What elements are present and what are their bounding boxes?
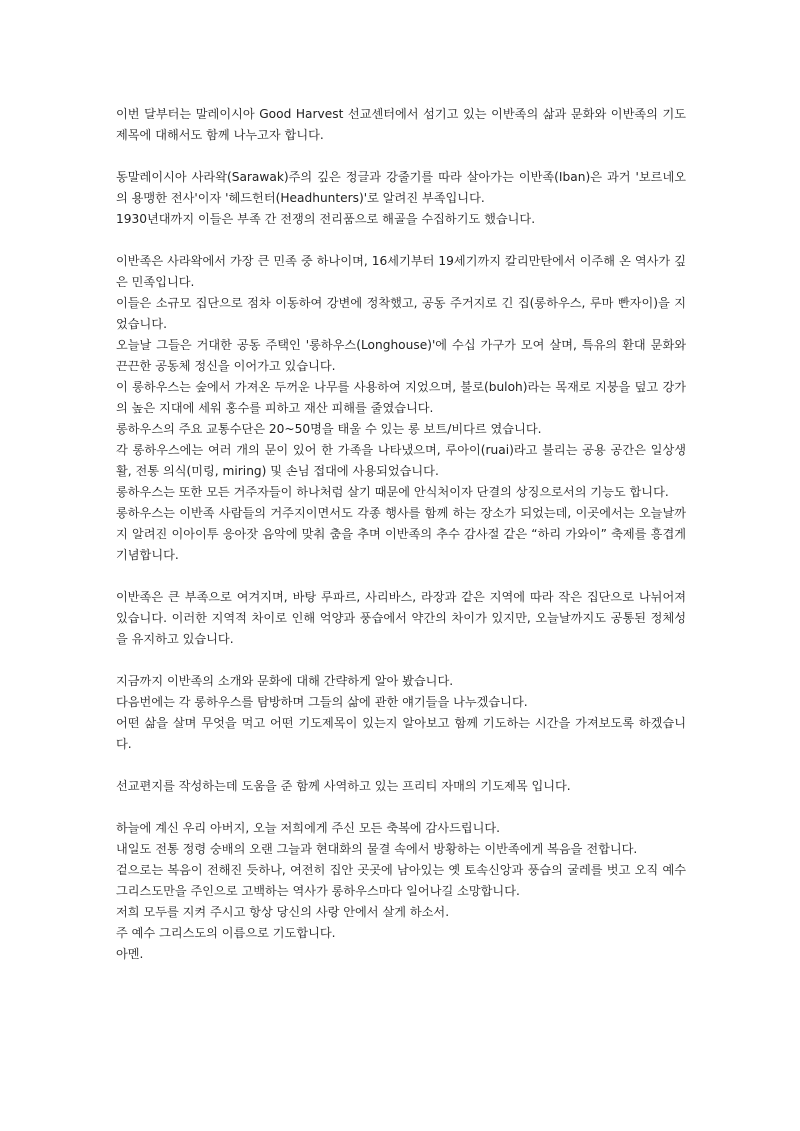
text-line: 어떤 삶을 살며 무엇을 먹고 어떤 기도제목이 있는지 알아보고 함께 기도하는 시간을 가져보도록 하겠습니다. xyxy=(116,716,686,751)
paragraph xyxy=(116,818,686,965)
text-line: 롱하우스는 또한 모든 거주자들이 하나처럼 살기 때문에 안식처이자 단결의 상징으로서의 기능도 합니다. xyxy=(116,485,669,499)
paragraph xyxy=(116,776,686,797)
text-line: 롱하우스의 주요 교통수단은 20~50명을 태울 수 있는 롱 보트/비다르 였습니다. xyxy=(116,422,542,436)
text-line: 지금까지 이반족의 소개와 문화에 대해 간략하게 알아 봤습니다. xyxy=(116,674,454,688)
text-line: 동말레이시아 사라왁(Sarawak)주의 깊은 정글과 강줄기를 따라 살아가는 이반족(Iban)은 과거 '보르네오의 용맹한 전사'이자 '헤드헌터(Headhunters)'로 알려진 부족입니다. xyxy=(116,170,686,205)
paragraph xyxy=(116,587,686,650)
text-line: 겉으로는 복음이 전해진 듯하나, 여전히 집안 곳곳에 남아있는 옛 토속신앙과 풍습의 굴레를 벗고 오직 예수 그리스도만을 주인으로 고백하는 역사가 롱하우스마다 일어나길 소망합니다. xyxy=(116,863,686,898)
text-line: 이들은 소규모 집단으로 점차 이동하여 강변에 정착했고, 공동 주거지로 긴 집(롱하우스, 루마 빤자이)을 지었습니다. xyxy=(116,296,686,331)
text-line: 주 예수 그리스도의 이름으로 기도합니다. xyxy=(116,926,336,940)
text-line: 이 롱하우스는 숲에서 가져온 두꺼운 나무를 사용하여 지었으며, 불로(buloh)라는 목재로 지붕을 덮고 강가의 높은 지대에 세워 홍수를 피하고 재산 피해를 줄였습니다. xyxy=(116,380,686,415)
paragraph xyxy=(116,671,686,755)
letter-body xyxy=(116,104,686,986)
text-line: 하늘에 계신 우리 아버지, 오늘 저희에게 주신 모든 축복에 감사드립니다. xyxy=(116,821,501,835)
text-line: 각 롱하우스에는 여러 개의 문이 있어 한 가족을 나타냈으며, 루아이(ruai)라고 불리는 공용 공간은 일상생활, 전통 의식(미링, miring) 및 손님 접대에 사용되었습니다. xyxy=(116,443,686,478)
text-line: 이번 달부터는 말레이시아 Good Harvest 선교센터에서 섬기고 있는 이반족의 삶과 문화와 이반족의 기도제목에 대해서도 함께 나누고자 합니다. xyxy=(116,107,686,142)
paragraph xyxy=(116,104,686,146)
text-line: 내일도 전통 정령 숭배의 오랜 그늘과 현대화의 물결 속에서 방황하는 이반족에게 복음을 전합니다. xyxy=(116,842,638,856)
text-line: 이반족은 큰 부족으로 여겨지며, 바탕 루파르, 사리바스, 라장과 같은 지역에 따라 작은 집단으로 나뉘어져 있습니다. 이러한 지역적 차이로 인해 억양과 풍습에서 약간의 차이가 있지만, 오늘날까지도 공통된 정체성을 유지하고 있습니다. xyxy=(116,590,686,646)
paragraph xyxy=(116,251,686,566)
text-line: 선교편지를 작성하는데 도움을 준 함께 사역하고 있는 프리티 자매의 기도제목 입니다. xyxy=(116,779,571,793)
text-line: 저희 모두를 지켜 주시고 항상 당신의 사랑 안에서 살게 하소서. xyxy=(116,905,450,919)
text-line: 아멘. xyxy=(116,947,144,961)
text-line: 다음번에는 각 롱하우스를 탐방하며 그들의 삶에 관한 얘기들을 나누겠습니다. xyxy=(116,695,528,709)
text-line: 롱하우스는 이반족 사람들의 거주지이면서도 각종 행사를 함께 하는 장소가 되었는데, 이곳에서는 오늘날까지 알려진 이아이투 응아잣 음악에 맞춰 춤을 추며 이반족의 추수 감사절 같은 “하리 가와이” 축제를 흥겹게 기념합니다. xyxy=(116,506,686,562)
paragraph xyxy=(116,167,686,230)
text-line: 오늘날 그들은 거대한 공동 주택인 '롱하우스(Longhouse)'에 수십 가구가 모여 살며, 특유의 환대 문화와 끈끈한 공동체 정신을 이어가고 있습니다. xyxy=(116,338,686,373)
text-line: 이반족은 사라왁에서 가장 큰 민족 중 하나이며, 16세기부터 19세기까지 칼리만탄에서 이주해 온 역사가 깊은 민족입니다. xyxy=(116,254,686,289)
text-line: 1930년대까지 이들은 부족 간 전쟁의 전리품으로 해골을 수집하기도 했습니다. xyxy=(116,212,536,226)
